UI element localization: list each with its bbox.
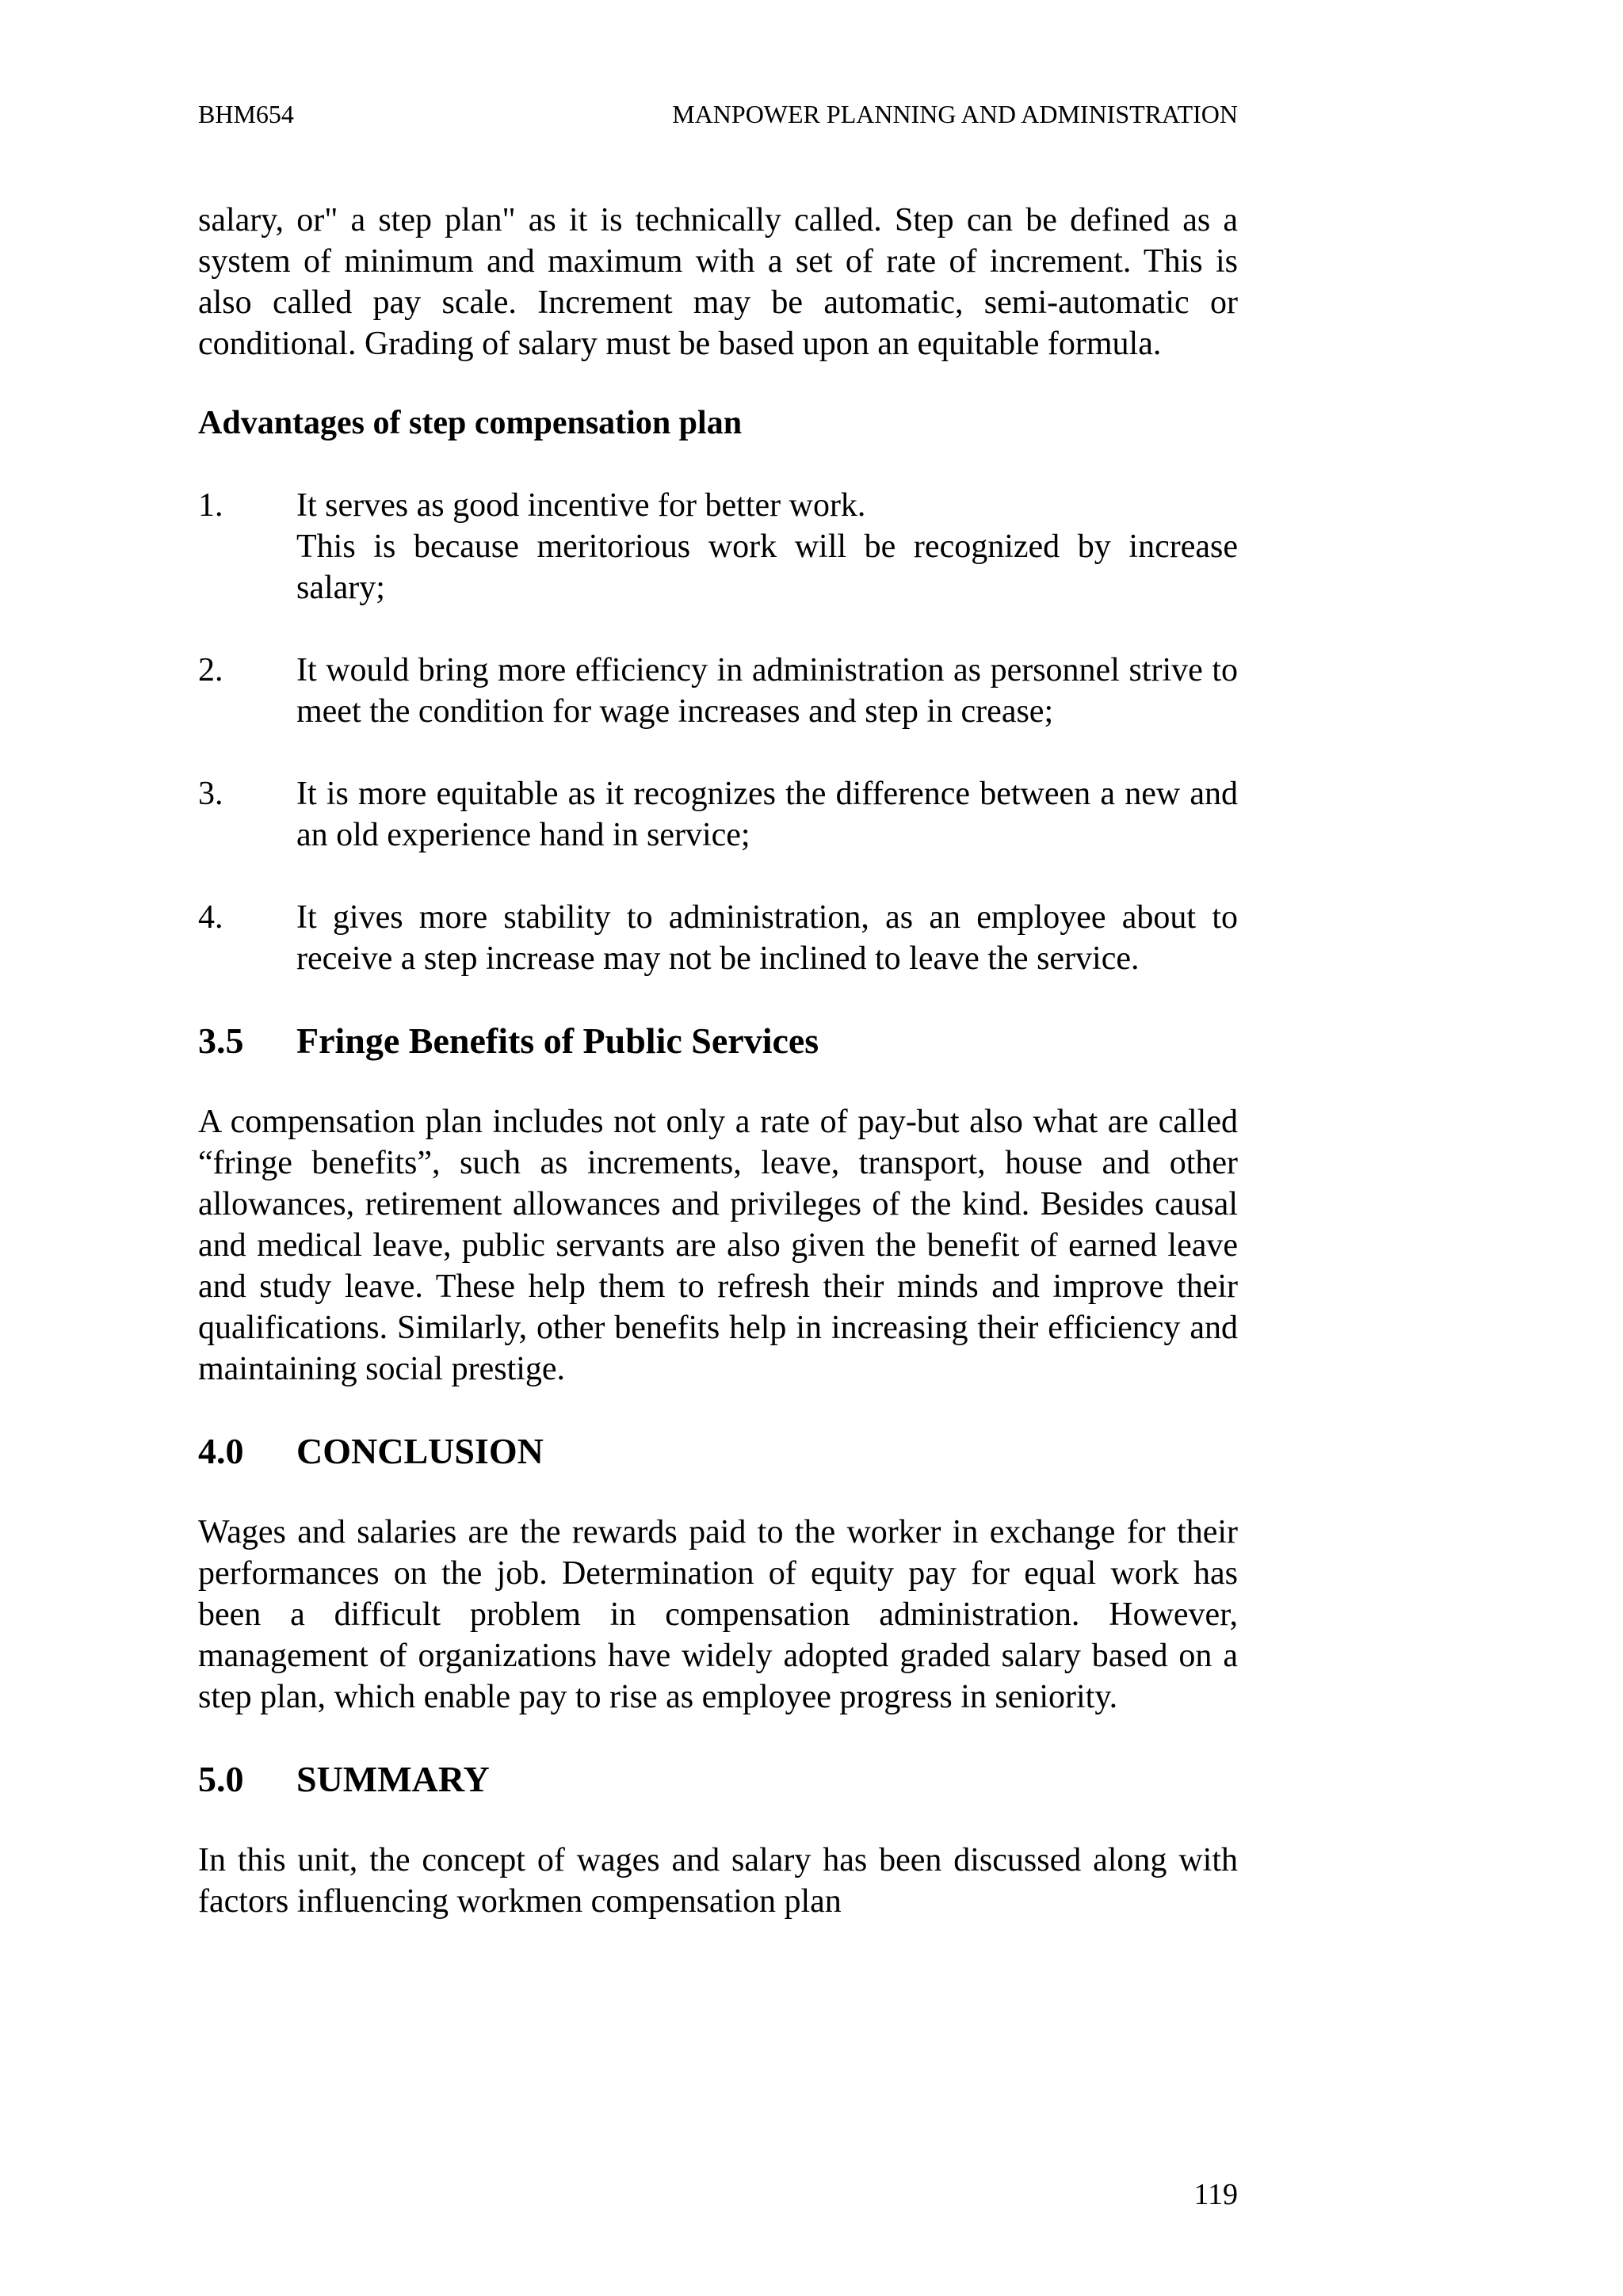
- course-code: BHM654: [198, 100, 294, 128]
- conclusion-paragraph: Wages and salaries are the rewards paid to the worker in exchange for their performances on the job. Determination of equity pay for equal work has been a difficult problem in compensation administration. However, management of organizations have widely adopted graded salary based on a step plan, which enable pay to rise as employee progress in seniority.: [198, 1514, 1238, 1715]
- list-item-text: It is more equitable as it recognizes the difference between a new and an old experience hand in service;: [296, 776, 1238, 853]
- section-title: Fringe Benefits of Public Services: [296, 1020, 819, 1061]
- list-item-line: It serves as good incentive for better work.: [296, 487, 866, 524]
- list-item-number: 4.: [198, 899, 223, 936]
- section-number: 4.0: [198, 1431, 244, 1471]
- section-heading-summary: [198, 1757, 1238, 1802]
- section-heading-fringe-benefits: [198, 1019, 1238, 1063]
- page-number: 119: [1193, 2178, 1238, 2211]
- advantages-list: [198, 485, 1238, 979]
- list-item-number: 2.: [198, 652, 223, 688]
- course-title: MANPOWER PLANNING AND ADMINISTRATION: [672, 100, 1238, 128]
- list-item-text: It would bring more efficiency in administration as personnel strive to meet the condition for wage increases and step in crease;: [296, 652, 1238, 730]
- list-item: [198, 897, 1238, 979]
- summary-paragraph: In this unit, the concept of wages and salary has been discussed along with factors influencing workmen compensation plan: [198, 1842, 1238, 1920]
- list-item-text: It gives more stability to administration, as an employee about to receive a step increase may not be inclined to leave the service.: [296, 899, 1238, 977]
- section-title: CONCLUSION: [296, 1431, 544, 1471]
- advantages-heading: Advantages of step compensation plan: [198, 405, 743, 441]
- list-item-number: 1.: [198, 487, 223, 524]
- page-content: [198, 200, 1238, 1922]
- running-header: [198, 98, 1238, 130]
- section-title: SUMMARY: [296, 1759, 490, 1799]
- list-item-line: This is because meritorious work will be recognized by increase salary;: [296, 528, 1238, 606]
- list-item: [198, 650, 1238, 732]
- section-number: 3.5: [198, 1020, 244, 1061]
- intro-paragraph: salary, or" a step plan" as it is technically called. Step can be defined as a system of minimum and maximum with a set of rate of increment. This is also called pay scale. Increment may be automatic, semi-automatic or conditional. Grading of salary must be based upon an equitable formula.: [198, 202, 1238, 362]
- list-item: [198, 773, 1238, 856]
- section-number: 5.0: [198, 1759, 244, 1799]
- section-heading-conclusion: [198, 1429, 1238, 1474]
- list-item-number: 3.: [198, 776, 223, 812]
- list-item-text: [296, 485, 1238, 608]
- list-item: [198, 485, 1238, 608]
- fringe-benefits-paragraph: A compensation plan includes not only a rate of pay-but also what are called “fringe benefits”, such as increments, leave, transport, house and other allowances, retirement allowances and privileges of the kind. Besides causal and medical leave, public servants are also given the benefit of earned leave and study leave. These help them to refresh their minds and improve their qualifications. Similarly, other benefits help in increasing their efficiency and maintaining social prestige.: [198, 1104, 1238, 1387]
